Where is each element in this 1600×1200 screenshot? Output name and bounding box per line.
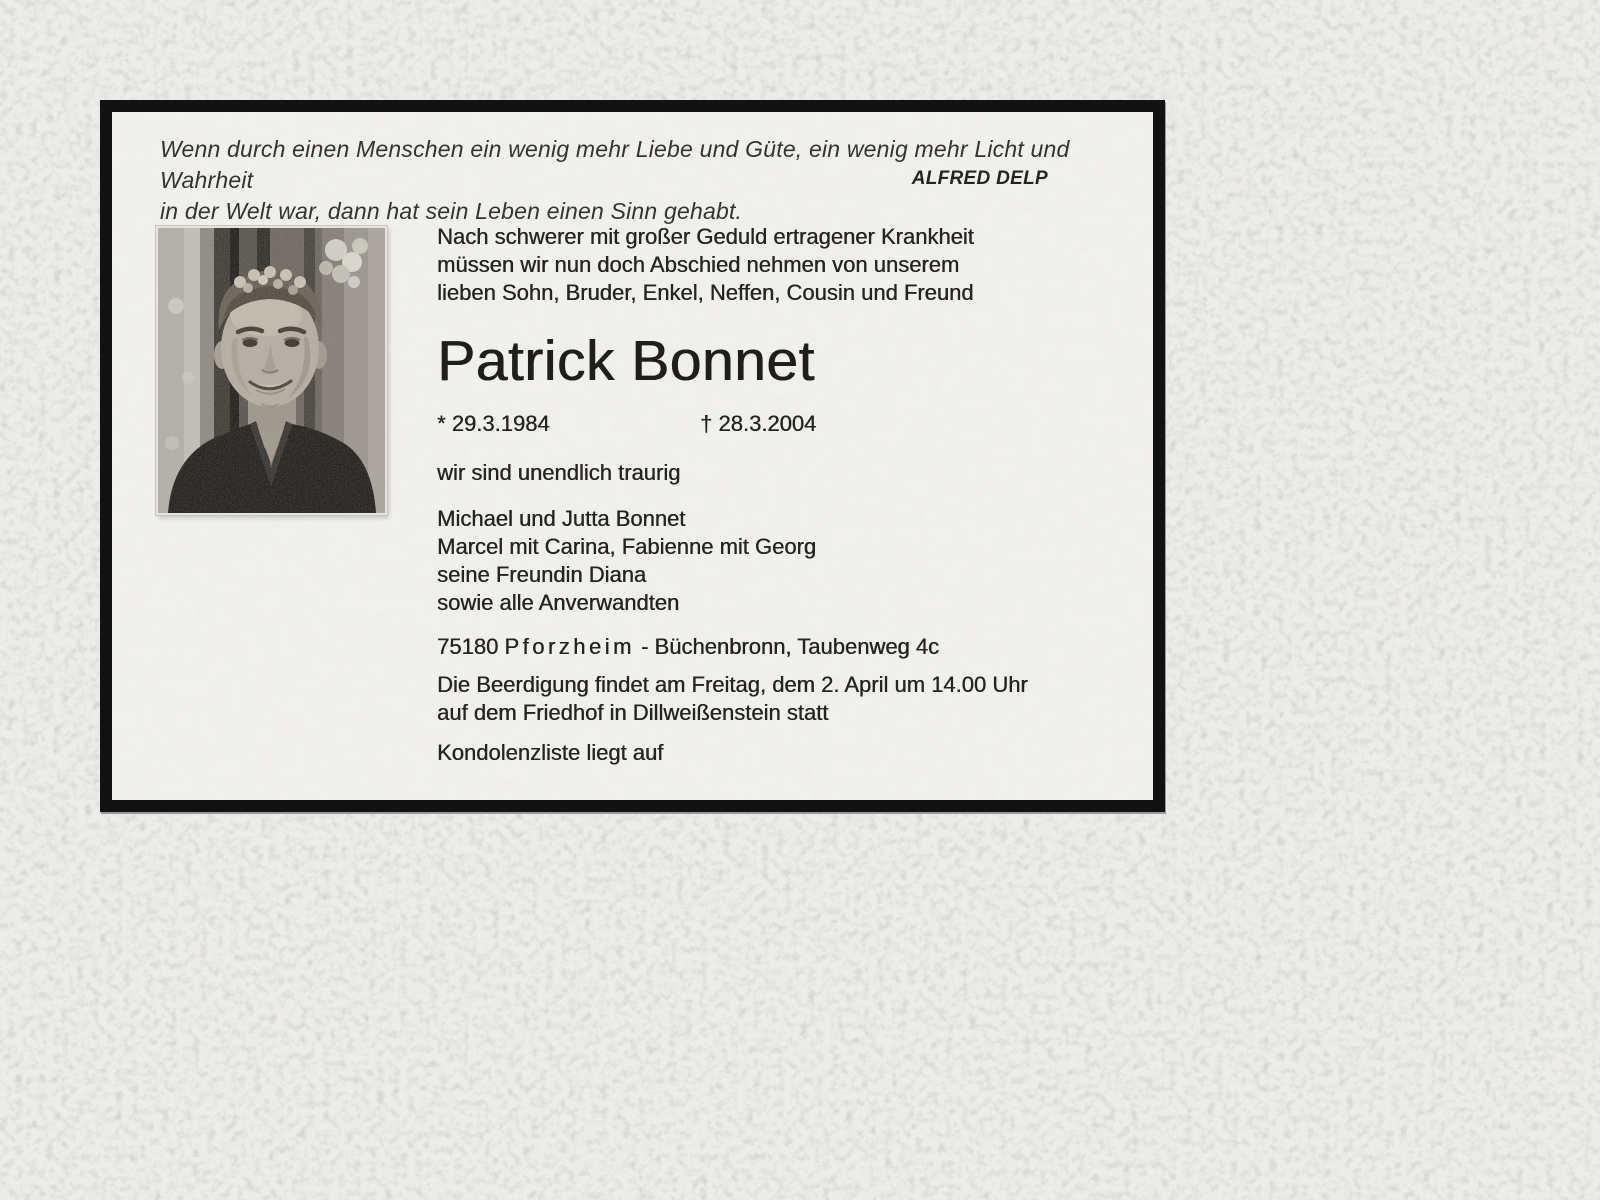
quote-line-1: Wenn durch einen Menschen ein wenig mehr Liebe und Güte, ein wenig mehr Licht und Wahrheit xyxy=(160,136,1070,193)
funeral-info xyxy=(437,671,1097,727)
death-date: † 28.3.2004 xyxy=(700,411,817,436)
birth-date: * 29.3.1984 xyxy=(437,411,550,436)
mourners-list xyxy=(437,505,1097,617)
announcement-line-2: müssen wir nun doch Abschied nehmen von unserem xyxy=(437,252,960,277)
announcement-line-1: Nach schwerer mit großer Geduld ertragener Krankheit xyxy=(437,224,974,249)
mourner-line: sowie alle Anverwandten xyxy=(437,590,680,615)
mourner-line: seine Freundin Diana xyxy=(437,562,647,587)
funeral-line-1: Die Beerdigung findet am Freitag, dem 2. April um 14.00 Uhr xyxy=(437,672,1028,697)
city-name: Pforzheim xyxy=(504,634,635,659)
quote-line-2: in der Welt war, dann hat sein Leben einen Sinn gehabt. xyxy=(160,198,743,224)
address-suffix: - Büchenbronn, Taubenweg 4c xyxy=(640,634,940,659)
mourner-line: Marcel mit Carina, Fabienne mit Georg xyxy=(437,534,817,559)
deceased-name: Patrick Bonnet xyxy=(437,329,815,393)
quote-attribution: ALFRED DELP xyxy=(911,168,1048,189)
address-line xyxy=(437,633,1097,661)
portrait-photo-graphic xyxy=(158,228,385,513)
announcement-line-3: lieben Sohn, Bruder, Enkel, Neffen, Cousin und Freund xyxy=(437,280,974,305)
mourner-line: Michael und Jutta Bonnet xyxy=(437,506,686,531)
announcement-text xyxy=(437,223,1097,307)
death-symbol: † xyxy=(700,411,713,436)
condolence-note: Kondolenzliste liegt auf xyxy=(437,740,664,765)
funeral-line-2: auf dem Friedhof in Dillweißenstein statt xyxy=(437,700,829,725)
postal-code: 75180 xyxy=(437,634,499,659)
memorial-card xyxy=(100,100,1165,812)
grief-line: wir sind unendlich traurig xyxy=(437,460,681,485)
portrait-photo xyxy=(156,226,387,515)
life-dates xyxy=(437,413,1097,435)
birth-symbol: * xyxy=(437,411,446,436)
